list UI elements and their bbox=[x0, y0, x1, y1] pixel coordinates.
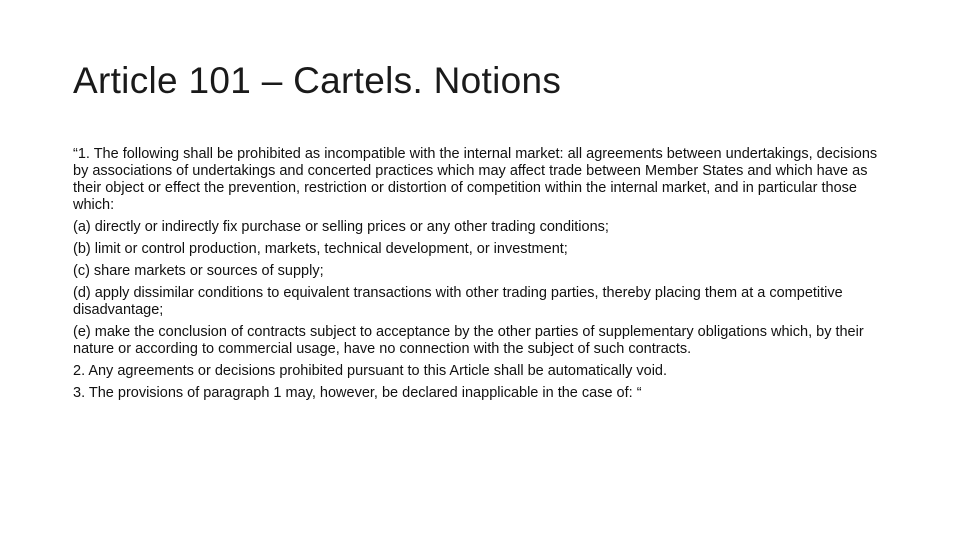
paragraph-2: 2. Any agreements or decisions prohibited pursuant to this Article shall be automatically void. bbox=[73, 363, 668, 379]
paragraph-item-a: (a) directly or indirectly fix purchase or selling prices or any other trading conditions; bbox=[73, 219, 609, 235]
slide-body bbox=[73, 146, 885, 407]
paragraph-item-c: (c) share markets or sources of supply; bbox=[73, 263, 324, 279]
paragraph-item-e: (e) make the conclusion of contracts subject to acceptance by the other parties of supplementary obligations which, by their nature or according to commercial usage, have no connection with the subject of such contracts. bbox=[73, 324, 864, 357]
paragraph-item-b: (b) limit or control production, markets, technical development, or investment; bbox=[73, 241, 568, 257]
paragraph-item-d: (d) apply dissimilar conditions to equivalent transactions with other trading parties, thereby placing them at a competitive disadvantage; bbox=[73, 285, 843, 318]
paragraph-1-intro: “1. The following shall be prohibited as incompatible with the internal market: all agreements between undertakings, decisions by associations of undertakings and concerted practices which may affect trade between Member States and which have as their object or effect the prevention, restriction or distortion of competition within the internal market, and in particular those which: bbox=[73, 146, 878, 213]
slide-title: Article 101 – Cartels. Notions bbox=[73, 60, 562, 101]
paragraph-3: 3. The provisions of paragraph 1 may, however, be declared inapplicable in the case of: “ bbox=[73, 385, 642, 401]
